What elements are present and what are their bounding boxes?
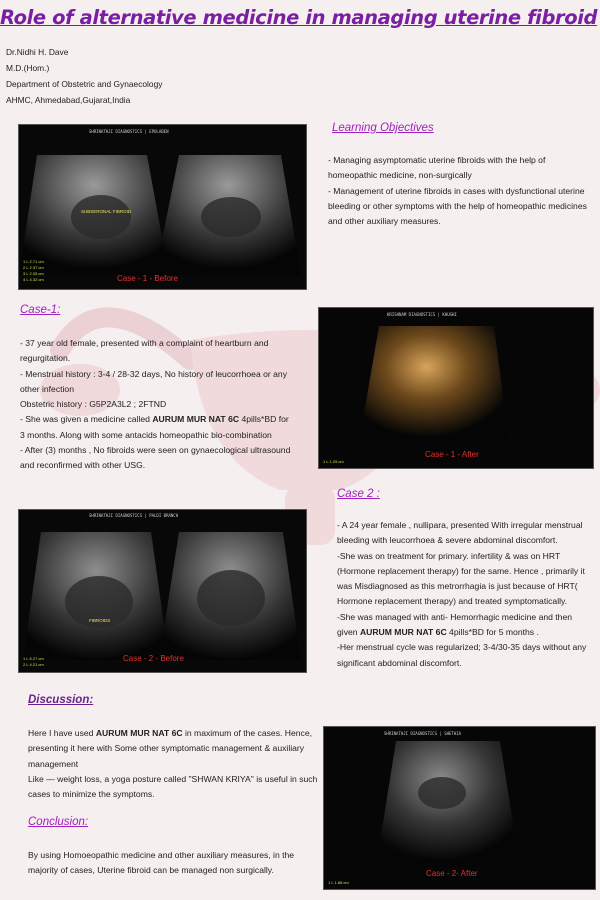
conclusion-heading: Conclusion: [28,816,89,828]
discussion-text [28,726,318,802]
us2-measure-1: 1 L 1.25 cm [323,459,344,464]
author-block [6,44,162,108]
us3-measure-2: 2 L 4.21 cm [23,662,44,667]
case1-para-3: Obstetric history : G5P2A3L2 ; 2FTND [20,399,167,410]
us1-measure-1: 1 L 2.71 cm [23,259,44,264]
us1-fibroid-label: SUBSERONAL FIBROID [81,209,132,214]
author-name: Dr.Nidhi H. Dave [6,47,69,57]
case2-text [337,518,592,671]
discussion-para-2: Like — weight loss, a yoga posture called "SHWAN KRIYA" is useful in such cases to minimize the symptoms. [28,773,318,800]
case2-para-4: -Her menstrual cycle was regularized; 3-4/30-35 days without any significant abdominal discomfort. [337,642,587,668]
case2-para-2: -She was on treatment for primary. infertility & was on HRT (Hormone replacement therapy) for the same. Hence , primarily it was Misdiagnosed as this metrorrhagia is just because of HRT( Hormone replacement therapy) and treated symptomatically. [337,550,585,607]
ultrasound-case2-before [18,509,307,673]
case2-para-1: - A 24 year female , nullipara, presented With irregular menstrual bleeding with leucorrhoea & severe abdominal discomfort. [337,520,583,546]
us4-header: SHRINATHJI DIAGNOSTICS | SHETHIA [384,731,462,736]
poster-title: Role of alternative medicine in managing uterine fibroid [0,6,598,29]
objective-1: - Managing asymptomatic uterine fibroids with the help of homeopathic medicine, non-surgically [328,155,546,181]
ultrasound-case1-before [18,124,307,290]
caption-case1-before: Case - 1 - Before [117,274,178,283]
us1-measure-4: 4 L 4.32 cm [23,277,44,282]
caption-case2-after: Case - 2- After [426,869,478,878]
case1-para-4: - She was given a medicine called AURUM MUR NAT 6C 4pills*BD for 3 months. Along with some antacids homeopathic bio-combination [20,414,289,440]
ultrasound-case2-after [323,726,596,890]
case1-para-2: - Menstrual history : 3-4 / 28-32 days, No history of leucorrhoea or any other infection [20,368,288,394]
case1-para-5: - After (3) months , No fibroids were seen on gynaecological ultrasound and reconfirmed with other USG. [20,445,291,471]
us2-header: KRISHNAM DIAGNOSTICS | KHUSHI [387,312,457,317]
case2-para-3: -She was managed with anti- Hemorrhagic medicine and then given AURUM MUR NAT 6C 4pills*BD for 5 months . [337,611,573,638]
case1-para-1: - 37 year old female, presented with a complaint of heartburn and regurgitation. [20,338,269,364]
caption-case1-after: Case - 1 - After [425,450,479,459]
us3-header: SHRINATHJI DIAGNOSTICS | PALDI BRANCH [89,513,179,518]
discussion-para-1: Here I have used AURUM MUR NAT 6C in maximum of the cases. Hence, presenting it here with Some other symptomatic management & auxiliary management [28,728,313,769]
us3-measure-1: 1 L 5.27 cm [23,656,44,661]
case2-heading: Case 2 : [337,488,380,500]
us3-fibroid-label: FIBROIDS [89,618,111,623]
learning-objectives-heading: Learning Objectives [332,122,434,134]
us1-measure-2: 2 L 2.37 cm [23,265,44,270]
ultrasound-case1-after [318,307,594,469]
case1-text [20,336,295,474]
caption-case2-before: Case - 2 - Before [123,654,184,663]
case1-heading: Case-1: [20,304,61,316]
author-institute: AHMC, Ahmedabad,Gujarat,India [6,95,131,105]
us1-measure-3: 3 L 2.05 cm [23,271,44,276]
author-department: Department of Obstetric and Gynaecology [6,79,163,89]
learning-objectives-list [328,153,590,229]
us1-header: SHRINATHJI DIAGNOSTICS | EPULABEN [89,129,169,134]
conclusion-text: By using Homoeopathic medicine and other auxiliary measures, in the majority of cases, Uterine fibroid can be managed non surgically. [28,850,295,876]
us4-measure-1: 1 L 1.88 cm [328,880,349,885]
author-degree: M.D.(Hom.) [6,63,50,73]
objective-2: - Management of uterine fibroids in cases with dysfunctional uterine bleeding or other symptoms with the help of homeopathic medicines and other auxiliary measures. [328,185,587,227]
discussion-heading: Discussion: [28,694,94,706]
